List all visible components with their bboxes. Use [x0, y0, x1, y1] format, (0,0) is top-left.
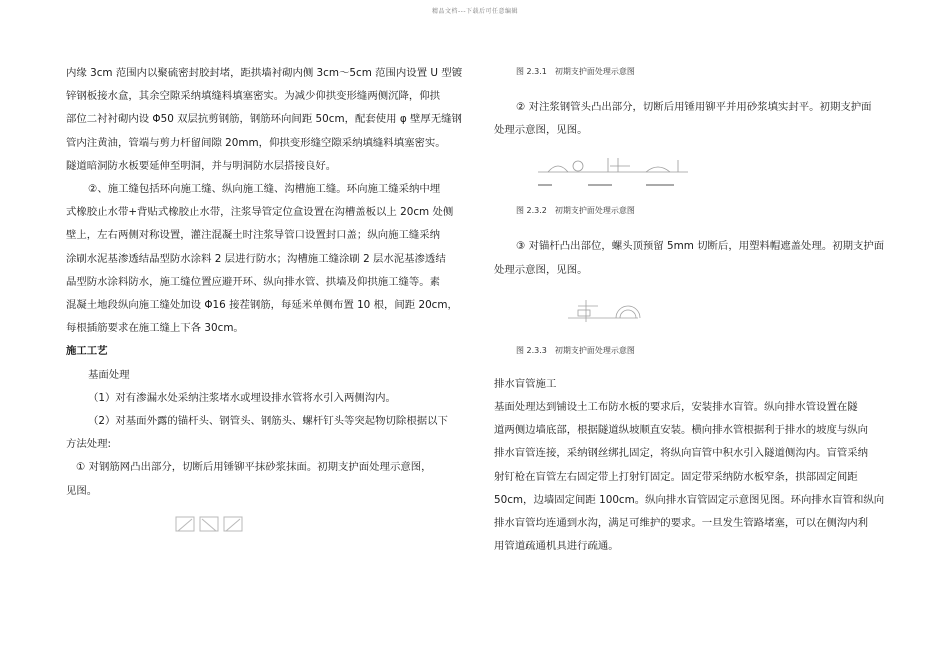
paragraph-line: 混凝土地段纵向施工缝处加设 Φ16 接茬钢筋，每延米单侧布置 10 根，间距 20cm，	[66, 299, 458, 312]
paragraph-line: 部位二衬衬砌内设 Φ50 双层抗剪钢筋，钢筋环向间距 50cm，配套使用 φ 壁厚无缝钢	[66, 113, 462, 126]
paragraph-line: 管内注黄油，管端与剪力杆留间隙 20mm，仰拱变形缝空隙采纳填缝料填塞密实。	[66, 136, 446, 149]
paragraph-line: 用管道疏通机具进行疏通。	[494, 540, 619, 553]
page-header: 精品文档---下载后可任意编辑	[432, 8, 518, 15]
paragraph-line: 式橡胶止水带+背贴式橡胶止水带，注浆导管定位盒设置在沟槽盖板以上 20cm 处侧	[66, 206, 454, 219]
paragraph-line: 排水盲管连接，采纳钢丝绑扎固定，将纵向盲管中积水引入隧道侧沟内。盲管采纳	[494, 447, 869, 460]
list-item: （1）对有渗漏水处采纳注浆堵水或埋设排水管将水引入两侧沟内。	[88, 391, 396, 404]
paragraph-line: ③ 对锚杆凸出部位，螺头顶预留 5mm 切断后，用塑料帽遮盖处理。初期支护面	[516, 240, 885, 253]
list-item: （2）对基面外露的锚杆头、钢管头、钢筋头、螺杆钉头等突起物切除根据以下	[88, 415, 448, 428]
paragraph-line: 内缘 3cm 范围内以聚硫密封胶封堵，距拱墙衬砌内侧 3cm～5cm 范围内设置 U 型镀	[66, 67, 463, 79]
figure-caption: 图 2.3.1 初期支护面处理示意图	[516, 67, 635, 76]
paragraph-line: 处理示意图，见图。	[494, 124, 588, 137]
figure-2-3-2	[494, 142, 914, 200]
list-item-continued: 见图。	[66, 484, 98, 497]
paragraph-line: 晶型防水涂料防水，施工缝位置应避开环、纵向排水管、拱墙及仰拱施工缝等。素	[66, 275, 441, 288]
subsection-heading: 基面处理	[88, 368, 130, 381]
list-item: ① 对钢筋网凸出部分，切断后用锤铆平抹砂浆抹面。初期支护面处理示意图，	[76, 461, 432, 474]
paragraph-line: 基面处理达到铺设土工布防水板的要求后，安装排水盲管。纵向排水管设置在隧	[494, 401, 858, 414]
paragraph-line: 壁上，左右两侧对称设置，灌注混凝土时注浆导管口设置封口盖；纵向施工缝采纳	[66, 229, 441, 242]
paragraph-line: 50cm，边墙固定间距 100cm。纵向排水盲管固定示意图见图。环向排水盲管和纵向	[494, 493, 885, 506]
paragraph-line: 隧道暗洞防水板要延伸至明洞，并与明洞防水层搭接良好。	[66, 159, 337, 172]
figure-2-3-1	[66, 503, 480, 543]
paragraph-line: 涂刷水泥基渗透结晶型防水涂料 2 层进行防水；沟槽施工缝涂刷 2 层水泥基渗透结	[66, 252, 446, 265]
figure-caption: 图 2.3.2 初期支护面处理示意图	[516, 206, 635, 216]
list-item-continued: 方法处理:	[66, 438, 112, 451]
paragraph-line: 排水盲管均连通到水沟，满足可维护的要求。一旦发生管路堵塞，可以在侧沟内利	[494, 517, 869, 530]
paragraph-line: 射钉枪在盲管左右固定带上打射钉固定。固定带采纳防水板窄条，拱部固定间距	[494, 470, 858, 483]
paragraph-line: 道两侧边墙底部，根据隧道纵坡顺直安装。横向排水管根据利于排水的坡度与纵向	[494, 424, 869, 437]
paragraph-line: ②、施工缝包括环向施工缝、纵向施工缝、沟槽施工缝。环向施工缝采纳中埋	[88, 183, 441, 196]
paragraph-line: 每根插筋要求在施工缝上下各 30cm。	[66, 322, 244, 335]
paragraph-line: 处理示意图，见图。	[494, 263, 588, 276]
figure-2-3-2-drawing	[538, 152, 698, 202]
paragraph-line: 锌钢板接水盒，其余空隙采纳填缝料填塞密实。为减少仰拱变形缝两侧沉降，仰拱	[66, 90, 441, 103]
left-column	[66, 62, 480, 543]
paragraph-line: ② 对注浆钢管头凸出部分，切断后用锤用铆平并用砂浆填实封平。初期支护面	[516, 101, 872, 113]
section-heading: 施工工艺	[66, 345, 108, 358]
figure-2-3-3	[494, 282, 914, 340]
section-heading: 排水盲管施工	[494, 377, 557, 390]
figure-2-3-3-drawing	[558, 292, 658, 336]
figure-2-3-1-drawing	[170, 513, 270, 543]
figure-caption: 图 2.3.3 初期支护面处理示意图	[516, 345, 635, 355]
right-column	[494, 66, 914, 558]
